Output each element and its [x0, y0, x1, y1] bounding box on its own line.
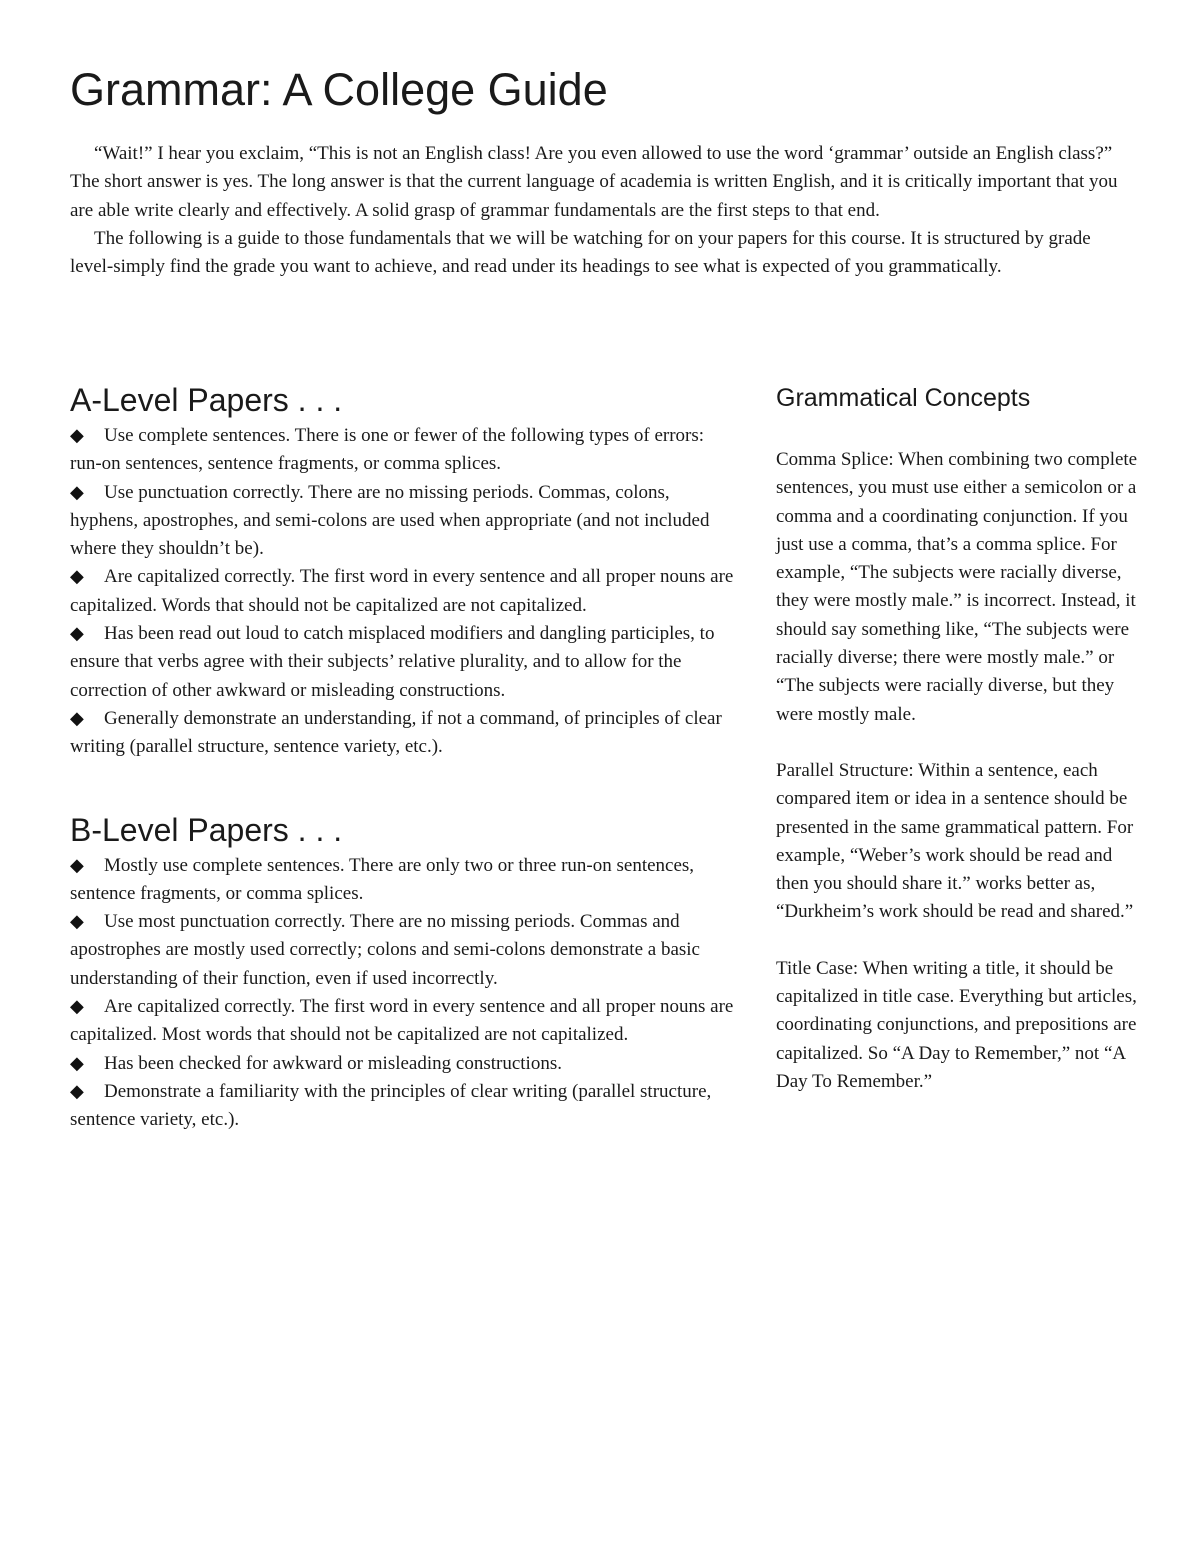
criteria-list	[70, 852, 738, 1135]
list-item	[70, 993, 738, 1050]
intro	[70, 140, 1132, 281]
black-diamond-icon: ◆	[70, 707, 84, 729]
grade-levels-column	[70, 380, 738, 1135]
black-diamond-icon: ◆	[70, 911, 84, 933]
list-item-text: Has been checked for awkward or misleading constructions.	[104, 1052, 562, 1074]
black-diamond-icon: ◆	[70, 1080, 84, 1102]
concept-title-case: Title Case: When writing a title, it should be capitalized in title case. Everything but articles, coordinating conjunctions, and prepositions are capitalized. So “A Day to Remember,” not “A Day To Remember.”	[776, 957, 1137, 1092]
grammatical-concepts-sidebar	[776, 380, 1138, 1124]
black-diamond-icon: ◆	[70, 854, 84, 876]
concept-comma-splice: Comma Splice: When combining two complete sentences, you must use either a semicolon or a comma and a coordinating conjunction. If you just use a comma, that’s a comma splice. For example, “The subjects were racially diverse, they were mostly male.” is incorrect. Instead, it should say something like, “The subjects were racially diverse; there were mostly male.” or “The subjects were racially diverse, but they were mostly male.	[776, 449, 1138, 725]
list-item	[70, 422, 738, 479]
list-item	[70, 479, 738, 564]
criteria-list	[70, 422, 738, 762]
black-diamond-icon: ◆	[70, 996, 84, 1018]
list-item	[70, 1050, 738, 1078]
list-item-text: Demonstrate a familiarity with the principles of clear writing (parallel structure, sentence variety, etc.).	[70, 1080, 712, 1131]
list-item	[70, 563, 738, 620]
black-diamond-icon: ◆	[70, 481, 84, 503]
list-item	[70, 852, 738, 909]
list-item-text: Are capitalized correctly. The first word in every sentence and all proper nouns are capitalized. Words that should not be capitalized are not capitalized.	[70, 566, 734, 616]
b-level-section	[70, 810, 738, 1135]
intro-paragraph: The following is a guide to those fundamentals that we will be watching for on your papers for this course. It is structured by grade level-simply find the grade you want to achieve, and read under its headings to see what is expected of you grammatically.	[70, 227, 1091, 278]
list-item-text: Use complete sentences. There is one or fewer of the following types of errors: run-on sentences, sentence fragments, or comma splices.	[70, 425, 705, 475]
page-title: Grammar: A College Guide	[70, 64, 608, 115]
section-heading-b-level: B-Level Papers . . .	[70, 811, 343, 848]
a-level-section	[70, 380, 738, 762]
black-diamond-icon: ◆	[70, 623, 84, 645]
list-item-text: Use punctuation correctly. There are no missing periods. Commas, colons, hyphens, apostrophes, and semi-colons are used when appropriate (and not included where they shouldn’t be).	[70, 481, 710, 560]
intro-paragraph: “Wait!” I hear you exclaim, “This is not an English class! Are you even allowed to use the word ‘grammar’ outside an English class?” The short answer is yes. The long answer is that the current language of academia is written English, and it is critically important that you are able write clearly and effectively. A solid grasp of grammar fundamentals are the first steps to that end.	[70, 143, 1118, 221]
list-item-text: Mostly use complete sentences. There are only two or three run-on sentences, sentence fragments, or comma splices.	[70, 854, 695, 904]
list-item-text: Use most punctuation correctly. There are no missing periods. Commas and apostrophes are mostly used correctly; colons and semi-colons demonstrate a basic understanding of their function, even if used incorrectly.	[70, 911, 700, 989]
black-diamond-icon: ◆	[70, 425, 84, 446]
section-heading-a-level: A-Level Papers . . .	[70, 382, 343, 418]
list-item	[70, 908, 738, 993]
sidebar-heading: Grammatical Concepts	[776, 384, 1031, 412]
list-item	[70, 705, 738, 762]
list-item	[70, 1078, 738, 1135]
list-item-text: Are capitalized correctly. The first word in every sentence and all proper nouns are capitalized. Most words that should not be capitalized are not capitalized.	[70, 996, 734, 1046]
black-diamond-icon: ◆	[70, 1052, 84, 1074]
concept-parallel-structure: Parallel Structure: Within a sentence, each compared item or idea in a sentence should be presented in the same grammatical pattern. For example, “Weber’s work should be read and then you should share it.” works better as, “Durkheim’s work should be read and shared.”	[776, 759, 1134, 923]
list-item	[70, 620, 738, 705]
list-item-text: Has been read out loud to catch misplaced modifiers and dangling participles, to ensure that verbs agree with their subjects’ relative plurality, and to allow for the correction of other awkward or misleading constructions.	[70, 623, 715, 701]
black-diamond-icon: ◆	[70, 566, 84, 588]
list-item-text: Generally demonstrate an understanding, if not a command, of principles of clear writing (parallel structure, sentence variety, etc.).	[70, 707, 722, 758]
